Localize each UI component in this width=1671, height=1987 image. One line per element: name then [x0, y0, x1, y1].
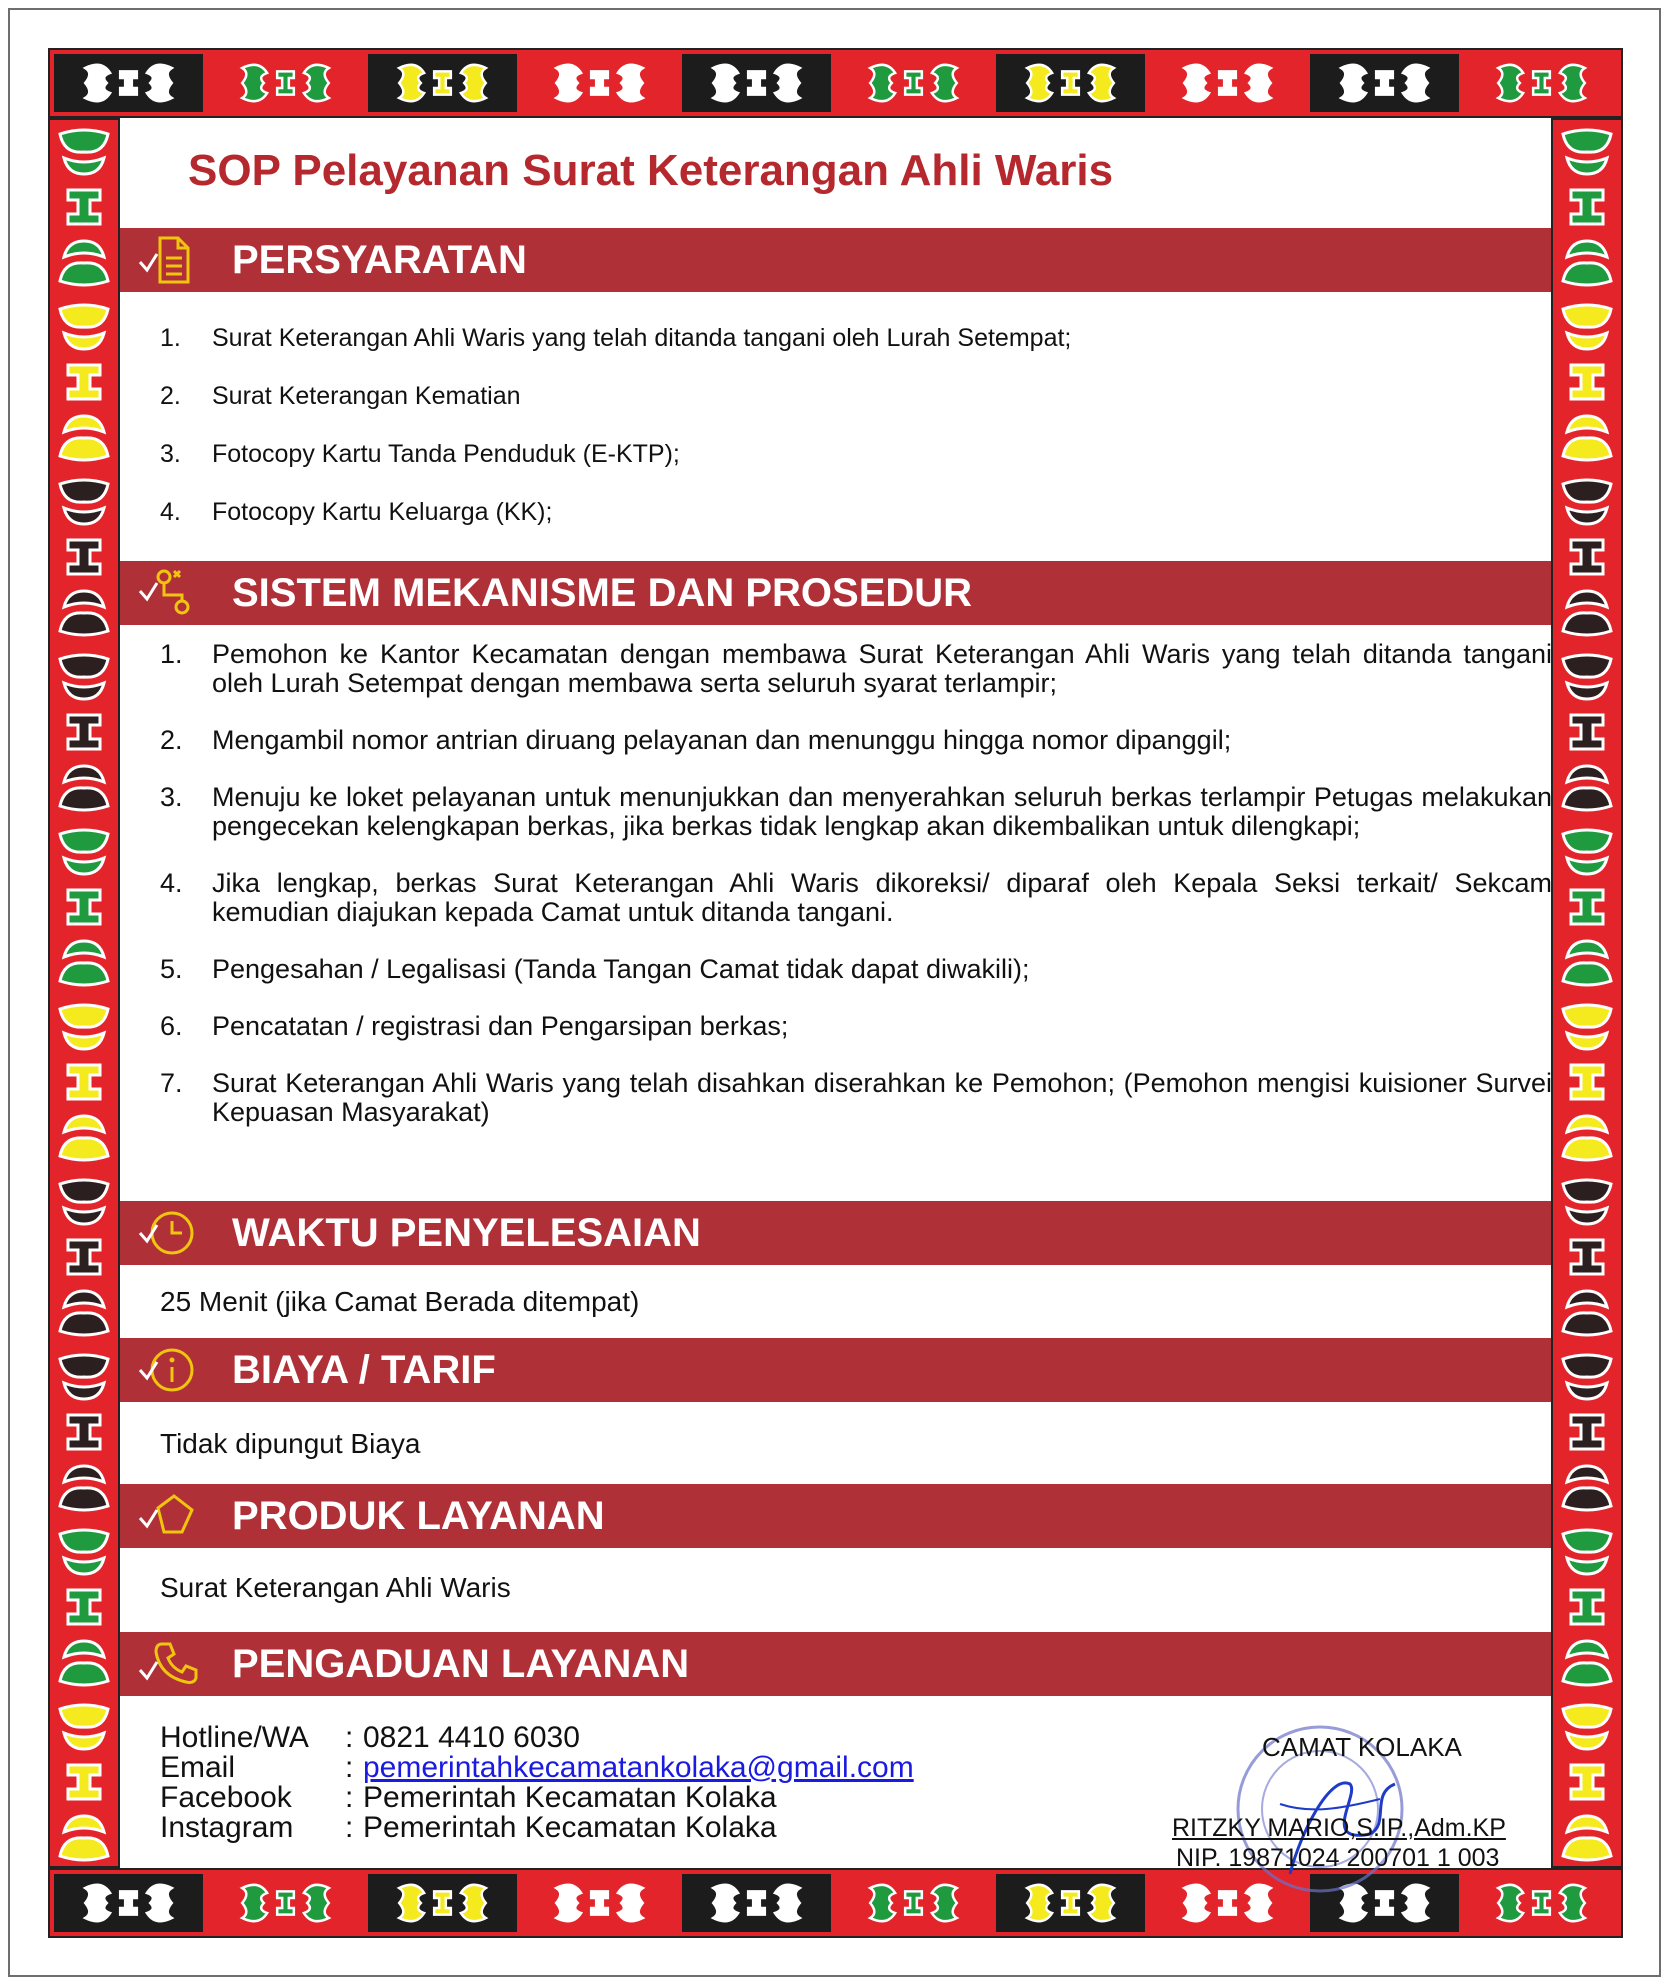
contact-row-instagram: Instagram : Pemerintah Kecamatan Kolaka [160, 1811, 777, 1844]
ornament-motif-icon [217, 1878, 354, 1928]
list-item: 6. Pencatatan / registrasi dan Pengarsipan berkas; [160, 1011, 789, 1041]
ornament-motif-icon [1557, 1524, 1617, 1691]
service-product: Surat Keterangan Ahli Waris [160, 1572, 511, 1603]
list-item: 3. Fotocopy Kartu Tanda Penduduk (E-KTP); [160, 440, 680, 468]
ornament-motif-icon [54, 474, 114, 641]
contact-table [160, 1723, 914, 1843]
ornament-motif-icon [374, 1878, 511, 1928]
ornament-motif-icon [845, 1878, 982, 1928]
ornament-motif-icon [54, 999, 114, 1166]
ornament-cell [1557, 649, 1617, 816]
ornament-motif-icon [531, 58, 668, 108]
ornament-cell [211, 1874, 360, 1932]
ornament-motif-icon [1557, 124, 1617, 291]
workflow-icon [138, 565, 198, 621]
section-bar-waktu [120, 1201, 1551, 1265]
ornament-cell [996, 54, 1145, 112]
ornament-motif-icon [54, 1699, 114, 1866]
hotline-number: 0821 4410 6030 [363, 1721, 580, 1754]
ornament-cell [54, 824, 114, 991]
ornament-border-top [48, 48, 1623, 118]
ornament-motif-icon [1557, 1349, 1617, 1516]
ornament-motif-icon [1557, 474, 1617, 641]
list-item: 1. Pemohon ke Kantor Kecamatan dengan membawa Surat Keterangan Ahli Waris yang telah ditanda tangani oleh Lurah Setempat dengan membawa serta seluruh syarat terlampir; [160, 639, 1552, 698]
ornament-cell [54, 1874, 203, 1932]
section-heading: PENGADUAN LAYANAN [232, 1642, 690, 1686]
ornament-cell [1557, 999, 1617, 1166]
ornament-cell [1557, 1349, 1617, 1516]
ornament-border-right [1551, 118, 1623, 1868]
list-item: 2. Surat Keterangan Kematian [160, 382, 521, 410]
ornament-motif-icon [531, 1878, 668, 1928]
ornament-motif-icon [845, 58, 982, 108]
ornament-cell [54, 999, 114, 1166]
ornament-cell [54, 649, 114, 816]
ornament-cell [54, 1699, 114, 1866]
ornament-motif-icon [1002, 58, 1139, 108]
ornament-cell [525, 1874, 674, 1932]
section-bar-persyaratan [120, 228, 1551, 292]
ornament-cell [1467, 54, 1616, 112]
ornament-motif-icon [1002, 1878, 1139, 1928]
ornament-cell [54, 299, 114, 466]
ornament-motif-icon [1557, 299, 1617, 466]
ornament-motif-icon [1557, 649, 1617, 816]
ornament-cell [1557, 124, 1617, 291]
section-heading: PERSYARATAN [232, 238, 527, 282]
ornament-motif-icon [217, 58, 354, 108]
ornament-cell [368, 54, 517, 112]
tag-icon [138, 1488, 198, 1544]
ornament-motif-icon [54, 1524, 114, 1691]
procedure-list [160, 640, 1552, 1155]
ornament-cell [682, 1874, 831, 1932]
signatory-title: CAMAT KOLAKA [1262, 1732, 1462, 1762]
section-heading: PRODUK LAYANAN [232, 1494, 605, 1538]
list-item: 4. Jika lengkap, berkas Surat Keterangan Ahli Waris dikoreksi/ diparaf oleh Kepala Seksi terkait/ Sekcam kemudian diajukan kepada Camat untuk ditanda tangani. [160, 868, 1552, 927]
section-heading: SISTEM MEKANISME DAN PROSEDUR [232, 571, 973, 615]
signatory-name: RITZKY MARIO,S.IP.,Adm.KP [1172, 1814, 1506, 1842]
ornament-cell [54, 54, 203, 112]
ornament-motif-icon [60, 58, 197, 108]
ornament-motif-icon [688, 1878, 825, 1928]
ornament-cell [54, 124, 114, 291]
contact-row-facebook: Facebook : Pemerintah Kecamatan Kolaka [160, 1781, 777, 1814]
contact-row-email: Email : pemerintahkecamatankolaka@gmail.com [160, 1751, 914, 1784]
page-title: SOP Pelayanan Surat Keterangan Ahli Waris [188, 146, 1114, 195]
ornament-cell [839, 1874, 988, 1932]
ornament-motif-icon [54, 1349, 114, 1516]
phone-icon [138, 1636, 198, 1692]
list-item: 4. Fotocopy Kartu Keluarga (KK); [160, 498, 553, 526]
ornament-cell [1557, 1699, 1617, 1866]
ornament-cell [1310, 54, 1459, 112]
ornament-border-left [48, 118, 120, 1868]
list-item: 7. Surat Keterangan Ahli Waris yang telah disahkan diserahkan ke Pemohon; (Pemohon mengisi kuisioner Survei Kepuasan Masyarakat) [160, 1068, 1552, 1127]
ornament-cell [1467, 1874, 1616, 1932]
ornament-cell [996, 1874, 1145, 1932]
ornament-cell [368, 1874, 517, 1932]
section-heading: WAKTU PENYELESAIAN [232, 1211, 701, 1255]
ornament-motif-icon [54, 124, 114, 291]
email-link[interactable]: pemerintahkecamatankolaka@gmail.com [363, 1751, 914, 1784]
ornament-motif-icon [1557, 1174, 1617, 1341]
ornament-motif-icon [54, 299, 114, 466]
ornament-motif-icon [374, 58, 511, 108]
section-bar-pengaduan [120, 1632, 1551, 1696]
ornament-motif-icon [1159, 58, 1296, 108]
ornament-motif-icon [1316, 58, 1453, 108]
info-icon [138, 1342, 198, 1398]
signature-block [1140, 1708, 1540, 1872]
ornament-cell [1153, 54, 1302, 112]
ornament-cell [1557, 474, 1617, 641]
ornament-cell [211, 54, 360, 112]
ornament-motif-icon [1473, 58, 1610, 108]
clock-icon [138, 1205, 198, 1261]
ornament-cell [682, 54, 831, 112]
ornament-motif-icon [54, 1174, 114, 1341]
completion-time: 25 Menit (jika Camat Berada ditempat) [160, 1286, 640, 1317]
ornament-cell [839, 54, 988, 112]
ornament-cell [54, 1174, 114, 1341]
document-check-icon [138, 232, 198, 288]
section-bar-prosedur [120, 561, 1551, 625]
ornament-cell [1557, 1524, 1617, 1691]
ornament-cell [54, 1524, 114, 1691]
ornament-motif-icon [1557, 1699, 1617, 1866]
ornament-cell [54, 474, 114, 641]
ornament-motif-icon [54, 649, 114, 816]
ornament-cell [54, 1349, 114, 1516]
ornament-cell [1557, 824, 1617, 991]
ornament-motif-icon [1473, 1878, 1610, 1928]
facebook-name: Pemerintah Kecamatan Kolaka [363, 1781, 777, 1814]
list-item: 1. Surat Keterangan Ahli Waris yang telah ditanda tangani oleh Lurah Setempat; [160, 324, 1072, 352]
section-heading: BIAYA / TARIF [232, 1348, 496, 1392]
document-body [120, 118, 1552, 1872]
contact-row-hotline: Hotline/WA : 0821 4410 6030 [160, 1721, 580, 1754]
ornament-motif-icon [60, 1878, 197, 1928]
section-bar-produk [120, 1484, 1551, 1548]
list-item: 5. Pengesahan / Legalisasi (Tanda Tangan Camat tidak dapat diwakili); [160, 954, 1030, 984]
list-item: 2. Mengambil nomor antrian diruang pelayanan dan menunggu hingga nomor dipanggil; [160, 725, 1232, 755]
ornament-motif-icon [1557, 999, 1617, 1166]
ornament-cell [1557, 1174, 1617, 1341]
ornament-motif-icon [54, 824, 114, 991]
requirements-list [160, 323, 1071, 555]
signatory-nip: NIP. 19871024 200701 1 003 [1176, 1844, 1500, 1872]
ornament-motif-icon [1557, 824, 1617, 991]
section-bar-biaya [120, 1338, 1551, 1402]
ornament-cell [525, 54, 674, 112]
service-fee: Tidak dipungut Biaya [160, 1428, 421, 1459]
list-item: 3. Menuju ke loket pelayanan untuk menunjukkan dan menyerahkan seluruh berkas terlampir Petugas melakukan pengecekan kelengkapan berkas, jika berkas tidak lengkap akan dikembalikan untuk dilengkapi; [160, 782, 1552, 841]
instagram-name: Pemerintah Kecamatan Kolaka [363, 1811, 777, 1844]
ornament-cell [1557, 299, 1617, 466]
ornament-motif-icon [688, 58, 825, 108]
